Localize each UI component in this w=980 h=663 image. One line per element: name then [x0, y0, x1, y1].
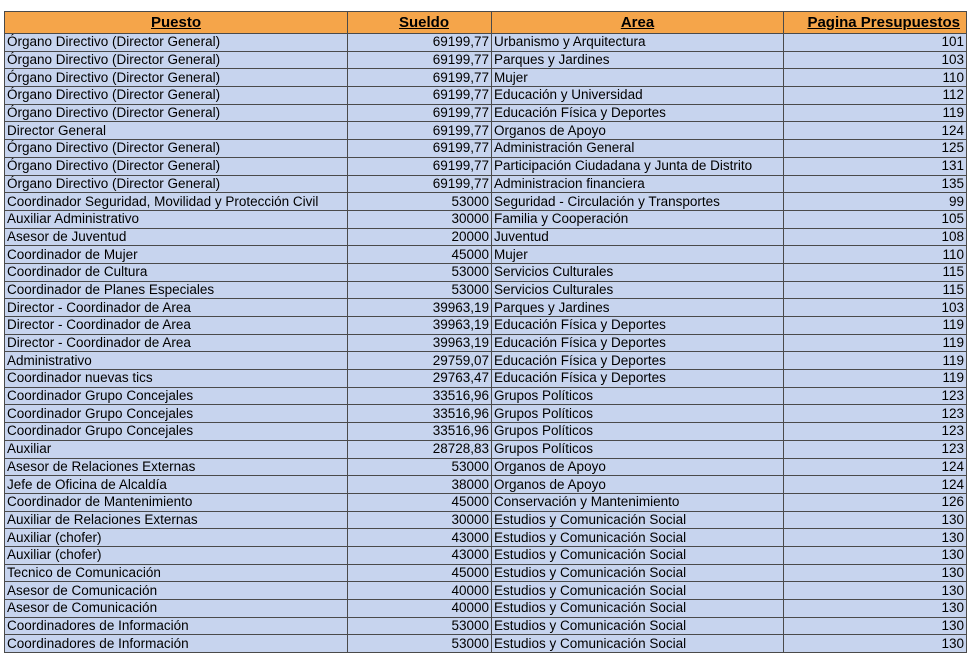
cell-area[interactable]: Administración General — [492, 140, 784, 158]
cell-area[interactable]: Educación Física y Deportes — [492, 317, 784, 335]
cell-sueldo[interactable]: 40000 — [348, 582, 492, 600]
table-row — [5, 352, 967, 370]
table-row — [5, 228, 967, 246]
cell-pagina[interactable]: 126 — [784, 493, 967, 511]
cell-area[interactable]: Mujer — [492, 69, 784, 87]
cell-sueldo[interactable]: 39963,19 — [348, 317, 492, 335]
cell-pagina[interactable]: 115 — [784, 263, 967, 281]
cell-pagina[interactable]: 115 — [784, 281, 967, 299]
cell-pagina[interactable]: 110 — [784, 246, 967, 264]
cell-area[interactable]: Estudios y Comunicación Social — [492, 582, 784, 600]
table-row — [5, 69, 967, 87]
cell-puesto[interactable]: Coordinador Seguridad, Movilidad y Protección Civil — [5, 193, 348, 211]
table-row — [5, 281, 967, 299]
table-row — [5, 193, 967, 211]
cell-puesto[interactable]: Auxiliar de Relaciones Externas — [5, 511, 348, 529]
cell-sueldo[interactable]: 69199,77 — [348, 69, 492, 87]
header-sueldo[interactable]: Sueldo — [348, 12, 492, 34]
table-body — [5, 34, 967, 653]
table-row — [5, 387, 967, 405]
cell-pagina[interactable]: 130 — [784, 529, 967, 547]
cell-pagina[interactable]: 123 — [784, 387, 967, 405]
cell-area[interactable]: Estudios y Comunicación Social — [492, 511, 784, 529]
header-area[interactable]: Area — [492, 12, 784, 34]
cell-sueldo[interactable]: 69199,77 — [348, 122, 492, 140]
table-row — [5, 635, 967, 653]
cell-pagina[interactable]: 130 — [784, 617, 967, 635]
cell-pagina[interactable]: 123 — [784, 440, 967, 458]
cell-puesto[interactable]: Director - Coordinador de Area — [5, 317, 348, 335]
cell-sueldo[interactable]: 45000 — [348, 493, 492, 511]
salary-table — [4, 11, 967, 653]
cell-sueldo[interactable]: 45000 — [348, 564, 492, 582]
cell-area[interactable]: Administracion financiera — [492, 175, 784, 193]
cell-pagina[interactable]: 123 — [784, 405, 967, 423]
cell-puesto[interactable]: Director - Coordinador de Area — [5, 334, 348, 352]
cell-pagina[interactable]: 99 — [784, 193, 967, 211]
table-row — [5, 246, 967, 264]
cell-pagina[interactable]: 101 — [784, 34, 967, 52]
cell-pagina[interactable]: 119 — [784, 370, 967, 388]
cell-pagina[interactable]: 105 — [784, 210, 967, 228]
table-row — [5, 317, 967, 335]
table-row — [5, 476, 967, 494]
table-row — [5, 600, 967, 618]
cell-area[interactable]: Servicios Culturales — [492, 281, 784, 299]
cell-puesto[interactable]: Coordinador de Mantenimiento — [5, 493, 348, 511]
cell-puesto[interactable]: Asesor de Juventud — [5, 228, 348, 246]
cell-puesto[interactable]: Coordinador Grupo Concejales — [5, 387, 348, 405]
cell-sueldo[interactable]: 40000 — [348, 600, 492, 618]
cell-sueldo[interactable]: 29759,07 — [348, 352, 492, 370]
cell-pagina[interactable]: 119 — [784, 352, 967, 370]
cell-sueldo[interactable]: 69199,77 — [348, 87, 492, 105]
cell-puesto[interactable]: Auxiliar (chofer) — [5, 546, 348, 564]
cell-area[interactable]: Grupos Políticos — [492, 405, 784, 423]
cell-puesto[interactable]: Órgano Directivo (Director General) — [5, 51, 348, 69]
cell-sueldo[interactable]: 69199,77 — [348, 34, 492, 52]
table-row — [5, 157, 967, 175]
cell-sueldo[interactable]: 69199,77 — [348, 140, 492, 158]
cell-sueldo[interactable]: 45000 — [348, 246, 492, 264]
cell-area[interactable]: Urbanismo y Arquitectura — [492, 34, 784, 52]
cell-puesto[interactable]: Auxiliar Administrativo — [5, 210, 348, 228]
cell-area[interactable]: Educación y Universidad — [492, 87, 784, 105]
table-row — [5, 529, 967, 547]
cell-puesto[interactable]: Órgano Directivo (Director General) — [5, 175, 348, 193]
table-row — [5, 122, 967, 140]
cell-area[interactable]: Juventud — [492, 228, 784, 246]
cell-area[interactable]: Estudios y Comunicación Social — [492, 546, 784, 564]
cell-puesto[interactable]: Órgano Directivo (Director General) — [5, 104, 348, 122]
cell-area[interactable]: Seguridad - Circulación y Transportes — [492, 193, 784, 211]
table-row — [5, 405, 967, 423]
cell-puesto[interactable]: Asesor de Comunicación — [5, 600, 348, 618]
cell-pagina[interactable]: 125 — [784, 140, 967, 158]
cell-pagina[interactable]: 119 — [784, 104, 967, 122]
cell-sueldo[interactable]: 30000 — [348, 210, 492, 228]
cell-sueldo[interactable]: 53000 — [348, 263, 492, 281]
table-row — [5, 87, 967, 105]
cell-sueldo[interactable]: 43000 — [348, 529, 492, 547]
cell-sueldo[interactable]: 69199,77 — [348, 104, 492, 122]
header-puesto[interactable]: Puesto — [5, 12, 348, 34]
cell-area[interactable]: Estudios y Comunicación Social — [492, 529, 784, 547]
cell-puesto[interactable]: Coordinador de Cultura — [5, 263, 348, 281]
cell-sueldo[interactable]: 38000 — [348, 476, 492, 494]
table-row — [5, 210, 967, 228]
cell-area[interactable]: Grupos Políticos — [492, 387, 784, 405]
header-pagina-presupuestos[interactable]: Pagina Presupuestos — [784, 12, 967, 34]
cell-pagina[interactable]: 130 — [784, 546, 967, 564]
cell-sueldo[interactable]: 39963,19 — [348, 334, 492, 352]
cell-area[interactable]: Organos de Apoyo — [492, 476, 784, 494]
header-row — [5, 12, 967, 34]
cell-puesto[interactable]: Director - Coordinador de Area — [5, 299, 348, 317]
cell-area[interactable]: Organos de Apoyo — [492, 122, 784, 140]
cell-puesto[interactable]: Coordinador Grupo Concejales — [5, 405, 348, 423]
cell-area[interactable]: Educación Física y Deportes — [492, 104, 784, 122]
cell-area[interactable]: Educación Física y Deportes — [492, 352, 784, 370]
cell-sueldo[interactable]: 53000 — [348, 458, 492, 476]
cell-sueldo[interactable]: 69199,77 — [348, 175, 492, 193]
cell-puesto[interactable]: Órgano Directivo (Director General) — [5, 140, 348, 158]
cell-pagina[interactable]: 124 — [784, 122, 967, 140]
cell-pagina[interactable]: 103 — [784, 51, 967, 69]
cell-puesto[interactable]: Director General — [5, 122, 348, 140]
cell-pagina[interactable]: 130 — [784, 600, 967, 618]
spreadsheet — [4, 11, 967, 653]
cell-puesto[interactable]: Órgano Directivo (Director General) — [5, 69, 348, 87]
cell-area[interactable]: Organos de Apoyo — [492, 458, 784, 476]
cell-pagina[interactable]: 131 — [784, 157, 967, 175]
cell-area[interactable]: Parques y Jardines — [492, 51, 784, 69]
cell-pagina[interactable]: 110 — [784, 69, 967, 87]
cell-sueldo[interactable]: 33516,96 — [348, 387, 492, 405]
cell-puesto[interactable]: Tecnico de Comunicación — [5, 564, 348, 582]
cell-pagina[interactable]: 135 — [784, 175, 967, 193]
table-row — [5, 34, 967, 52]
cell-area[interactable]: Conservación y Mantenimiento — [492, 493, 784, 511]
cell-sueldo[interactable]: 33516,96 — [348, 423, 492, 441]
cell-puesto[interactable]: Órgano Directivo (Director General) — [5, 87, 348, 105]
cell-puesto[interactable]: Auxiliar — [5, 440, 348, 458]
cell-puesto[interactable]: Coordinador Grupo Concejales — [5, 423, 348, 441]
table-row — [5, 582, 967, 600]
cell-pagina[interactable]: 103 — [784, 299, 967, 317]
table-row — [5, 493, 967, 511]
cell-area[interactable]: Estudios y Comunicación Social — [492, 635, 784, 653]
cell-puesto[interactable]: Jefe de Oficina de Alcaldía — [5, 476, 348, 494]
cell-sueldo[interactable]: 69199,77 — [348, 51, 492, 69]
cell-puesto[interactable]: Órgano Directivo (Director General) — [5, 157, 348, 175]
cell-puesto[interactable]: Asesor de Relaciones Externas — [5, 458, 348, 476]
cell-area[interactable]: Estudios y Comunicación Social — [492, 564, 784, 582]
cell-puesto[interactable]: Auxiliar (chofer) — [5, 529, 348, 547]
cell-pagina[interactable]: 124 — [784, 476, 967, 494]
cell-area[interactable]: Familia y Cooperación — [492, 210, 784, 228]
cell-sueldo[interactable]: 39963,19 — [348, 299, 492, 317]
cell-area[interactable]: Mujer — [492, 246, 784, 264]
cell-sueldo[interactable]: 53000 — [348, 635, 492, 653]
cell-pagina[interactable]: 123 — [784, 423, 967, 441]
cell-sueldo[interactable]: 30000 — [348, 511, 492, 529]
table-row — [5, 334, 967, 352]
cell-pagina[interactable]: 119 — [784, 317, 967, 335]
cell-sueldo[interactable]: 33516,96 — [348, 405, 492, 423]
table-row — [5, 140, 967, 158]
table-row — [5, 299, 967, 317]
cell-pagina[interactable]: 119 — [784, 334, 967, 352]
table-row — [5, 458, 967, 476]
table-row — [5, 175, 967, 193]
cell-sueldo[interactable]: 43000 — [348, 546, 492, 564]
cell-area[interactable]: Participación Ciudadana y Junta de Distrito — [492, 157, 784, 175]
cell-puesto[interactable]: Órgano Directivo (Director General) — [5, 34, 348, 52]
table-row — [5, 263, 967, 281]
cell-pagina[interactable]: 108 — [784, 228, 967, 246]
cell-puesto[interactable]: Coordinador de Planes Especiales — [5, 281, 348, 299]
cell-sueldo[interactable]: 53000 — [348, 617, 492, 635]
cell-area[interactable]: Educación Física y Deportes — [492, 370, 784, 388]
cell-pagina[interactable]: 124 — [784, 458, 967, 476]
table-row — [5, 440, 967, 458]
table-row — [5, 617, 967, 635]
table-row — [5, 511, 967, 529]
cell-sueldo[interactable]: 53000 — [348, 193, 492, 211]
cell-area[interactable]: Estudios y Comunicación Social — [492, 600, 784, 618]
cell-pagina[interactable]: 130 — [784, 635, 967, 653]
cell-sueldo[interactable]: 20000 — [348, 228, 492, 246]
cell-puesto[interactable]: Coordinadores de Información — [5, 635, 348, 653]
cell-area[interactable]: Educación Física y Deportes — [492, 334, 784, 352]
cell-puesto[interactable]: Coordinador de Mujer — [5, 246, 348, 264]
cell-area[interactable]: Grupos Políticos — [492, 440, 784, 458]
table-row — [5, 51, 967, 69]
cell-sueldo[interactable]: 53000 — [348, 281, 492, 299]
table-row — [5, 564, 967, 582]
cell-pagina[interactable]: 130 — [784, 511, 967, 529]
cell-sueldo[interactable]: 69199,77 — [348, 157, 492, 175]
cell-area[interactable]: Estudios y Comunicación Social — [492, 617, 784, 635]
cell-area[interactable]: Grupos Políticos — [492, 423, 784, 441]
cell-pagina[interactable]: 112 — [784, 87, 967, 105]
cell-area[interactable]: Servicios Culturales — [492, 263, 784, 281]
cell-area[interactable]: Parques y Jardines — [492, 299, 784, 317]
table-row — [5, 104, 967, 122]
cell-puesto[interactable]: Administrativo — [5, 352, 348, 370]
cell-puesto[interactable]: Coordinadores de Información — [5, 617, 348, 635]
table-row — [5, 370, 967, 388]
cell-puesto[interactable]: Asesor de Comunicación — [5, 582, 348, 600]
cell-pagina[interactable]: 130 — [784, 582, 967, 600]
cell-pagina[interactable]: 130 — [784, 564, 967, 582]
cell-puesto[interactable]: Coordinador nuevas tics — [5, 370, 348, 388]
cell-sueldo[interactable]: 29763,47 — [348, 370, 492, 388]
table-row — [5, 423, 967, 441]
table-row — [5, 546, 967, 564]
cell-sueldo[interactable]: 28728,83 — [348, 440, 492, 458]
